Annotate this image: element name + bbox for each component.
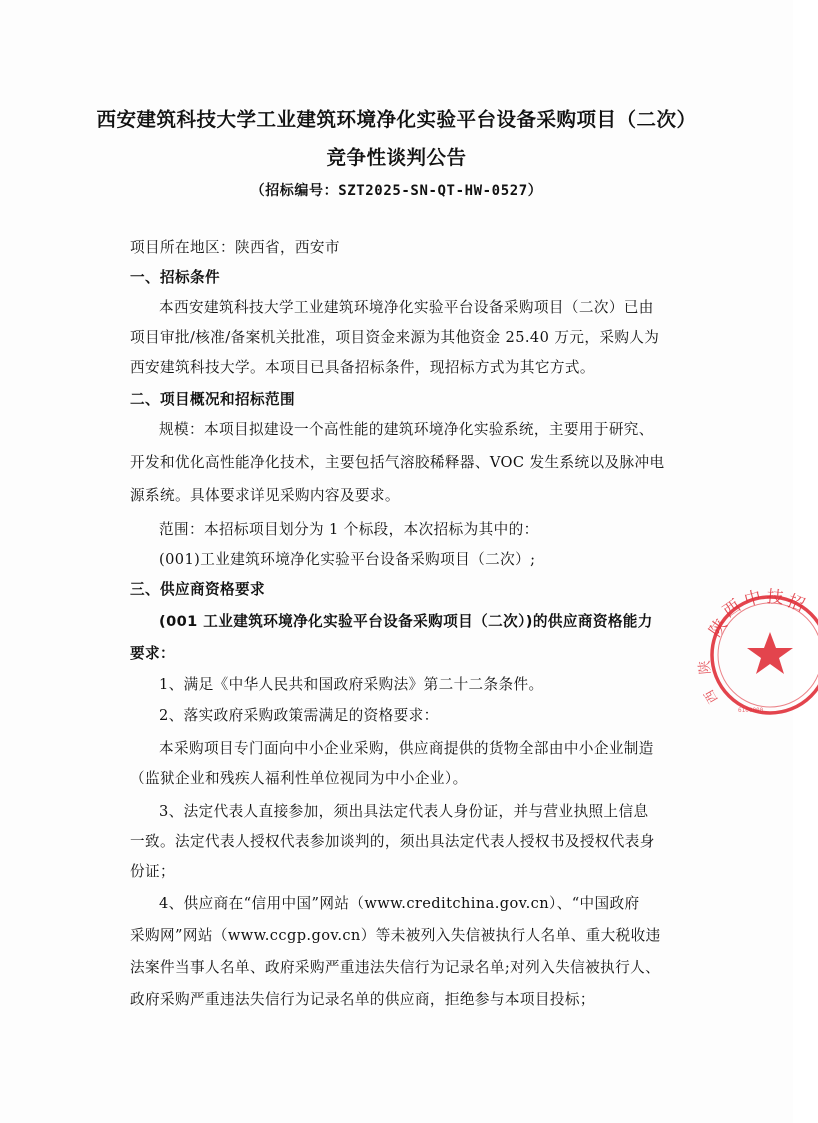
section3-paragraph-line: 份证； <box>130 863 175 880</box>
section3-paragraph-line: 1、满足《中华人民共和国政府采购法》第二十二条条件。 <box>159 676 544 693</box>
document-title-line2: 竞争性谈判公告 <box>326 146 467 169</box>
svg-text:陕: 陕 <box>696 659 714 676</box>
section3-paragraph-line: 3、法定代表人直接参加，须出具法定代表人身份证，并与营业执照上信息 <box>159 803 649 820</box>
section3-paragraph-line: 2、落实政府采购政策需满足的资格要求： <box>159 707 439 724</box>
section1-paragraph-line: 项目审批/核准/备案机关批准，项目资金来源为其他资金 25.40 万元，采购人为 <box>130 329 660 346</box>
section2-paragraph-line: 范围：本招标项目划分为 1 个标段，本次招标为其中的： <box>159 521 539 538</box>
section2-heading: 二、项目概况和招标范围 <box>130 391 295 408</box>
company-seal-icon <box>696 587 818 720</box>
svg-text:中: 中 <box>742 587 764 611</box>
section2-paragraph-line: 开发和优化高性能净化技术，主要包括气溶胶稀释器、VOC 发生系统以及脉冲电 <box>130 454 665 471</box>
section3-paragraph-line: 一致。法定代表人授权代表参加谈判的，须出具法定代表人授权书及授权代表身 <box>130 833 655 850</box>
section1-paragraph-line: 西安建筑科技大学。本项目已具备招标条件，现招标方式为其它方式。 <box>130 359 595 376</box>
project-location: 项目所在地区：陕西省，西安市 <box>130 239 340 256</box>
svg-text:招: 招 <box>784 591 808 617</box>
section3-paragraph-line: 要求： <box>130 645 175 662</box>
svg-text:西: 西 <box>719 595 745 623</box>
svg-text:陕: 陕 <box>705 615 732 641</box>
section3-paragraph-line: 法案件当事人名单、政府采购严重违法失信行为记录名单;对列入失信被执行人、 <box>130 959 661 976</box>
section3-paragraph-line: 4、供应商在“信用中国”网站（www.creditchina.gov.cn）、“中国政府 <box>159 895 640 912</box>
svg-text:6100000: 6100000 <box>738 707 764 714</box>
section3-paragraph-line: 政府采购严重违法失信行为记录名单的供应商，拒绝参与本项目投标； <box>130 991 595 1008</box>
section3-paragraph-line: 采购网”网站（www.ccgp.gov.cn）等未被列入失信被执行人名单、重大税收违 <box>130 927 661 944</box>
section1-paragraph-line: 本西安建筑科技大学工业建筑环境净化实验平台设备采购项目（二次）已由 <box>159 299 654 316</box>
section1-heading: 一、招标条件 <box>130 269 220 286</box>
section3-paragraph-line: 本采购项目专门面向中小企业采购，供应商提供的货物全部由中小企业制造 <box>159 740 654 757</box>
section2-paragraph-line: 规模：本项目拟建设一个高性能的建筑环境净化实验系统，主要用于研究、 <box>159 421 654 438</box>
section3-paragraph-line: （监狱企业和残疾人福利性单位视同为中小企业）。 <box>130 770 468 787</box>
document-title-line1: 西安建筑科技大学工业建筑环境净化实验平台设备采购项目（二次） <box>96 108 697 131</box>
section3-paragraph-line: (001 工业建筑环境净化实验平台设备采购项目（二次）)的供应商资格能力 <box>159 613 653 630</box>
svg-text:技: 技 <box>765 587 785 609</box>
bid-number: （招标编号：SZT2025-SN-QT-HW-0527） <box>250 183 543 199</box>
section2-paragraph-line: 源系统。具体要求详见采购内容及要求。 <box>130 487 400 504</box>
svg-text:西: 西 <box>701 686 722 706</box>
section2-paragraph-line: (001)工业建筑环境净化实验平台设备采购项目（二次）; <box>159 551 536 568</box>
section3-heading: 三、供应商资格要求 <box>130 581 265 598</box>
